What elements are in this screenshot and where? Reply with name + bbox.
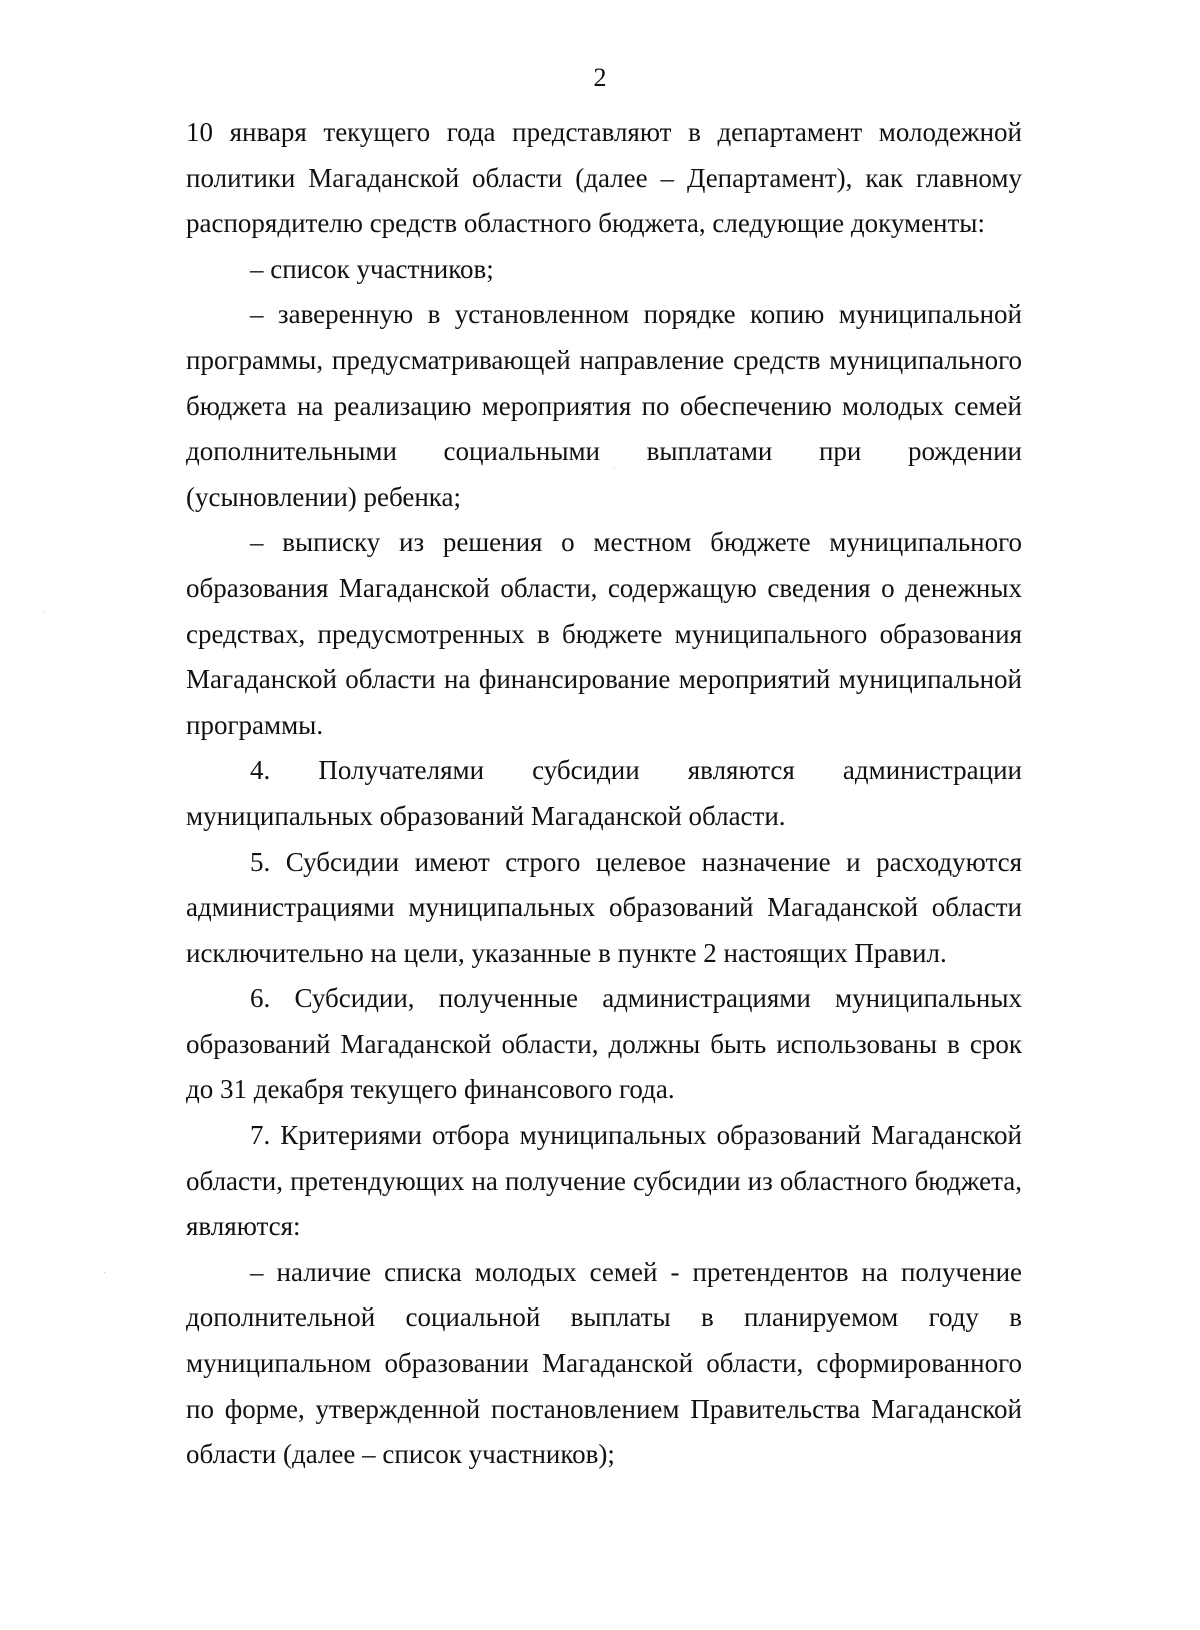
document-body (186, 110, 1022, 1478)
paragraph-item-6: 6. Субсидии, полученные администрациями муниципальных образований Магаданской области, должны быть использованы в срок до 31 декабря текущего финансового года. (186, 983, 1022, 1105)
list-item-young-families: – наличие списка молодых семей - претендентов на получение дополнительной социальной выплаты в планируемом году в муниципальном образовании Магаданской области, сформированного по форме, утвержденной постановлением Правительства Магаданской области (далее – список участников); (186, 1256, 1022, 1470)
page-number: 2 (593, 63, 607, 92)
paragraph-item-4-continuation: муниципальных образований Магаданской области. (186, 800, 786, 831)
paragraph-item-5: 5. Субсидии имеют строго целевое назначение и расходуются администрациями муниципальных образований Магаданской области исключительно на цели, указанные в пункте 2 настоящих Правил. (186, 846, 1022, 968)
scan-speck (104, 1272, 105, 1273)
list-item-budget-extract: – выписку из решения о местном бюджете муниципального образования Магаданской области, содержащую сведения о денежных средствах, предусмотренных в бюджете муниципального образования Магаданской области на финансирование мероприятий муниципальной программы. (186, 527, 1022, 740)
scan-speck (614, 468, 615, 469)
paragraph-documents-intro: 10 января текущего года представляют в департамент молодежной политики Магаданской области (далее – Департамент), как главному распорядителю средств областного бюджета, следующие документы: (186, 117, 1022, 239)
scan-speck (44, 612, 45, 613)
list-item-program-copy: – заверенную в установленном порядке копию муниципальной программы, предусматривающей направление средств муниципального бюджета на реализацию мероприятия по обеспечению молодых семей дополнительными социальными выплатами при рождении (усыновлении) ребенка; (186, 299, 1022, 512)
list-item-participants: – список участников; (250, 253, 494, 284)
paragraph-item-4: 4. Получателями субсидии являются администрации (250, 755, 1022, 786)
paragraph-item-7: 7. Критериями отбора муниципальных образований Магаданской области, претендующих на получение субсидии из областного бюджета, являются: (186, 1120, 1022, 1242)
